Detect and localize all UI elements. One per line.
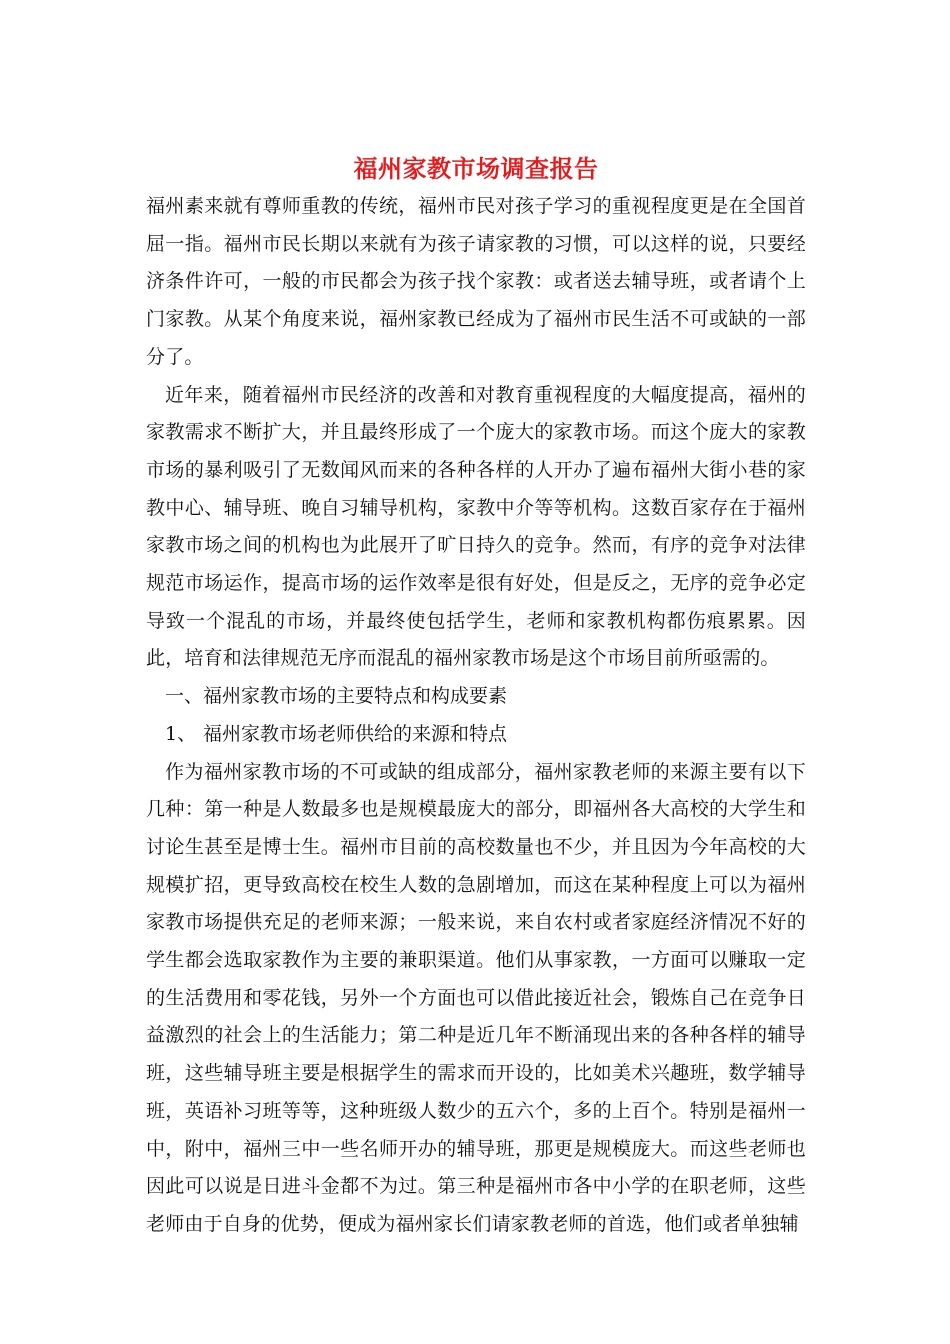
subsection-heading (146, 716, 806, 754)
subsection-number: 1、 (165, 722, 197, 745)
document-body (146, 150, 806, 1244)
intro-paragraph: 福州素来就有尊师重教的传统，福州市民对孩子学习的重视程度更是在全国首屈一指。福州市民长期以来就有为孩子请家教的习惯，可以这样的说，只要经济条件许可，一般的市民都会为孩子找个家教：或者送去辅导班，或者请个上门家教。从某个角度来说，福州家教已经成为了福州市民生活不可或缺的一部分了。 (146, 195, 806, 368)
subsection-title: 福州家教市场老师供给的来源和特点 (203, 722, 508, 745)
teacher-sources-paragraph: 作为福州家教市场的不可或缺的组成部分，福州家教老师的来源主要有以下几种：第一种是人数最多也是规模最庞大的部分，即福州各大高校的大学生和讨论生甚至是博士生。福州市目前的高校数量也不少，并且因为今年高校的大规模扩招，更导致高校在校生人数的急剧增加，而这在某种程度上可以为福州家教市场提供充足的老师来源；一般来说，来自农村或者家庭经济情况不好的学生都会选取家教作为主要的兼职渠道。他们从事家教，一方面可以赚取一定的生活费用和零花钱，另外一个方面也可以借此接近社会，锻炼自己在竞争日益激烈的社会上的生活能力；第二种是近几年不断涌现出来的各种各样的辅导班，这些辅导班主要是根据学生的需求而开设的，比如美术兴趣班，数学辅导班，英语补习班等等，这种班级人数少的五六个，多的上百个。特别是福州一中，附中，福州三中一些名师开办的辅导班，那更是规模庞大。而这些老师也因此可以说是日进斗金都不为过。第三种是福州市各中小学的在职老师，这些老师由于自身的优势，便成为福州家长们请家教老师的首选，他们或者单独辅 (146, 760, 806, 1235)
market-paragraph: 近年来，随着福州市民经济的改善和对教育重视程度的大幅度提高，福州的家教需求不断扩大，并且最终形成了一个庞大的家教市场。而这个庞大的家教市场的暴利吸引了无数闻风而来的各种各样的人开办了遍布福州大街小巷的家教中心、辅导班、晚自习辅导机构，家教中介等等机构。这数百家存在于福州家教市场之间的机构也为此展开了旷日持久的竞争。然而，有序的竞争对法律规范市场运作，提高市场的运作效率是很有好处，但是反之，无序的竞争必定导致一个混乱的市场，并最终使包括学生，老师和家教机构都伤痕累累。因此，培育和法律规范无序而混乱的福州家教市场是这个市场目前所亟需的。 (146, 383, 806, 670)
section-heading: 一、福州家教市场的主要特点和构成要素 (165, 685, 508, 708)
document-title: 福州家教市场调查报告 (353, 154, 599, 183)
